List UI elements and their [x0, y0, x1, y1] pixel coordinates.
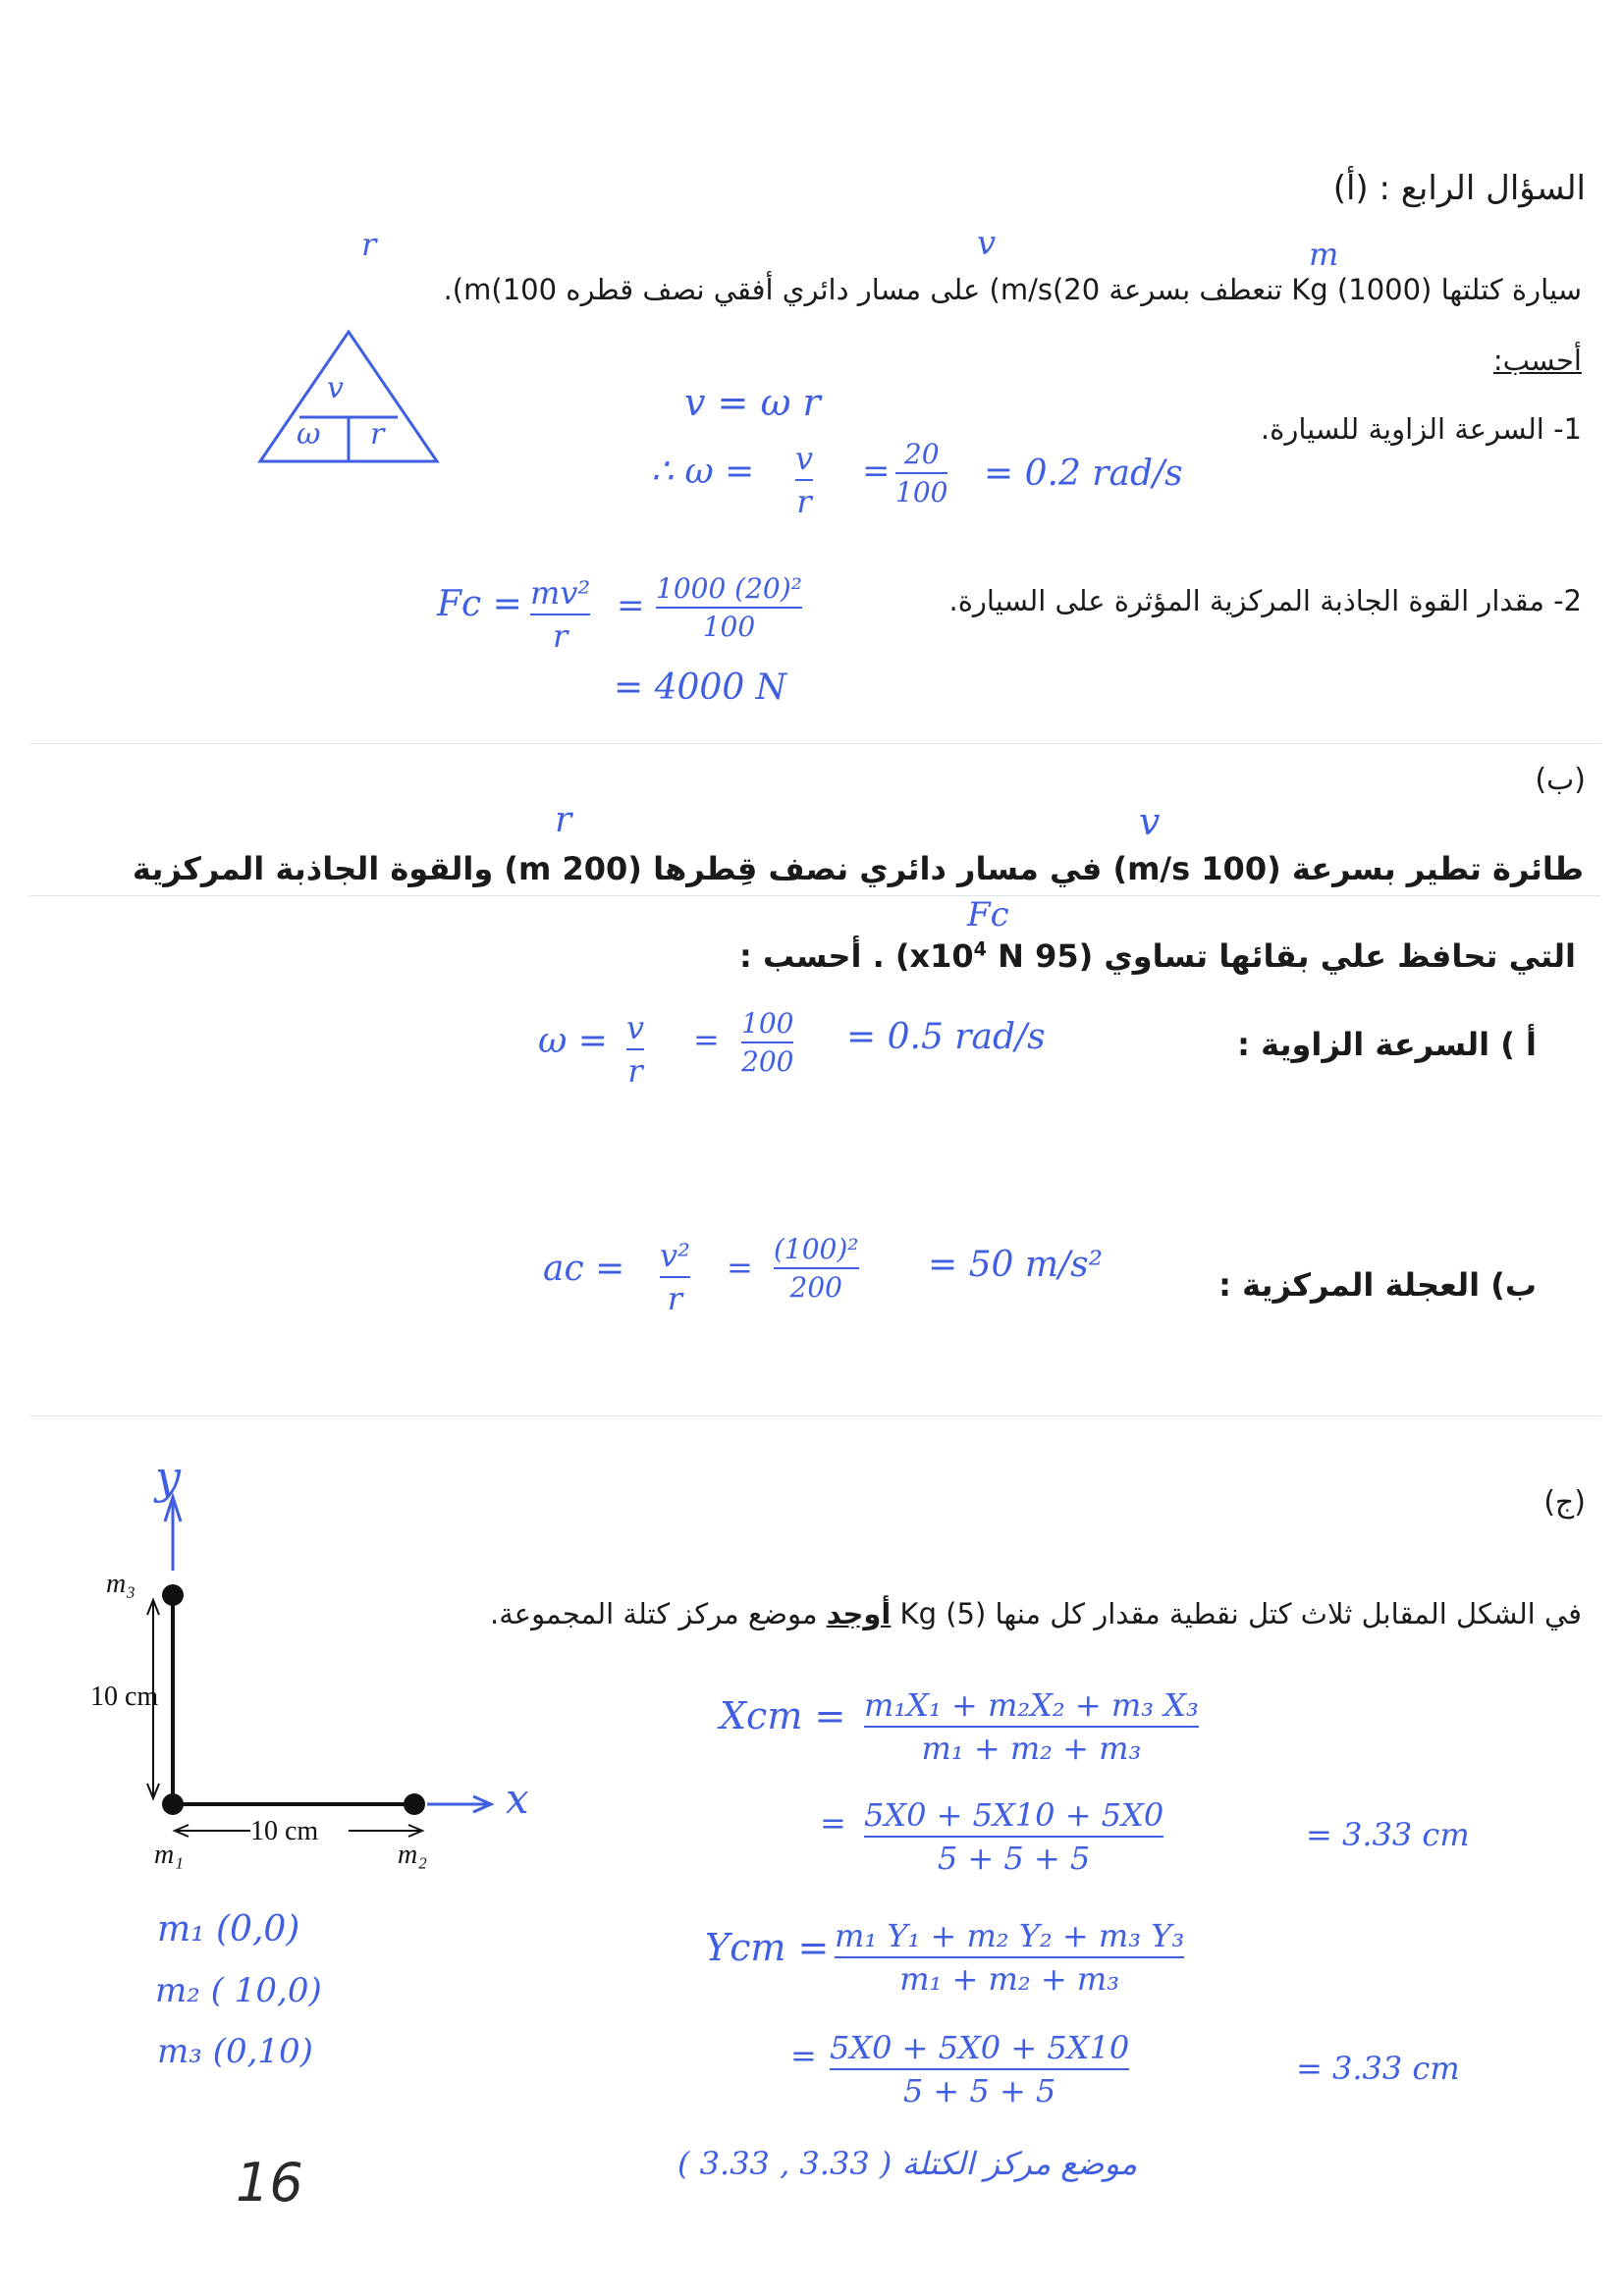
coord-m2: m₂ ( 10,0) — [155, 1971, 322, 2010]
separator-3 — [29, 1415, 1600, 1416]
part-b-sub-b: ب) العجلة المركزية : — [1218, 1266, 1537, 1304]
coord-m3: m₃ (0,10) — [157, 2032, 313, 2071]
ac-fraction: v² r — [660, 1237, 690, 1317]
om2-result: = 0.5 rad/s — [846, 1017, 1046, 1057]
part-b-line-2: التي تحافظ علي بقائها تساوي (95 $x10^4$ N) . أحسب : — [739, 937, 1576, 975]
formula-triangle — [250, 324, 447, 471]
triangle-r: r — [370, 417, 385, 452]
ycm-prefix: Ycm = — [705, 1926, 830, 1969]
fc-fraction-2: 1000 (20)² 100 — [656, 572, 802, 643]
page-number: 16 — [236, 2152, 303, 2214]
omega1-fraction-2: 20 100 — [895, 438, 948, 508]
triangle-omega: ω — [297, 417, 321, 452]
xcm-fraction: m₁X₁ + m₂X₂ + m₃ X₃ m₁ + m₂ + m₃ — [864, 1686, 1199, 1767]
omega1-equals: = — [862, 452, 891, 491]
hw-v-annotation: v — [977, 224, 997, 263]
dist-horizontal-label: 10 cm — [250, 1816, 319, 1846]
hw-b-fc: Fc — [967, 895, 1009, 934]
axis-y-label: y — [155, 1451, 181, 1504]
final-answer: موضع مركز الكتلة ( 3.33 , 3.33 ) — [677, 2145, 1138, 2182]
ac-equals: = — [727, 1249, 753, 1286]
hw-b-r: r — [555, 800, 572, 840]
ac-prefix: ac = — [543, 1249, 625, 1289]
part-b-label: (ب) — [1535, 763, 1586, 797]
ycm-fraction-2: 5X0 + 5X0 + 5X10 5 + 5 + 5 — [830, 2029, 1130, 2109]
fc-equals: = — [617, 586, 645, 625]
ac-fraction-2: (100)² 200 — [774, 1233, 859, 1304]
part-b-sub-a: أ ) السرعة الزاوية : — [1237, 1026, 1537, 1063]
separator-1 — [29, 743, 1600, 744]
mass-m2-label: m₂ — [398, 1840, 427, 1870]
eq-v-omega-r: v = ω r — [684, 381, 821, 424]
xcm2-prefix: = — [820, 1804, 846, 1842]
separator-2 — [29, 895, 1600, 896]
ycm2-prefix: = — [790, 2037, 817, 2074]
question-statement: سيارة كتلتها Kg (1000) تنعطف بسرعة 20)m/s) على مسار دائري أفقي نصف قطره 100)m). — [443, 273, 1582, 306]
mass-m1-label: m₁ — [154, 1840, 184, 1870]
hw-r-annotation: r — [361, 226, 377, 263]
omega1-fraction: v r — [795, 440, 814, 520]
item-2: 2- مقدار القوة الجاذبة المركزية المؤثرة على السيارة. — [948, 584, 1582, 617]
xcm-prefix: Xcm = — [720, 1694, 846, 1737]
fc-prefix: Fc = — [437, 584, 522, 624]
fc-fraction: mv² r — [530, 574, 591, 655]
ycm-fraction: m₁ Y₁ + m₂ Y₂ + m₃ Y₃ m₁ + m₂ + m₃ — [835, 1917, 1185, 1998]
xcm-fraction-2: 5X0 + 5X10 + 5X0 5 + 5 + 5 — [864, 1796, 1164, 1877]
axis-x-label: x — [506, 1775, 529, 1823]
xcm-result: = 3.33 cm — [1306, 1816, 1470, 1853]
mass-m3-label: m₃ — [106, 1569, 135, 1599]
hw-b-v: v — [1139, 800, 1161, 843]
part-c-label: (ج) — [1543, 1485, 1586, 1520]
fc-result: = 4000 N — [614, 667, 787, 708]
ycm-result: = 3.33 cm — [1296, 2050, 1460, 2087]
triangle-v: v — [327, 371, 344, 405]
hw-m-annotation: m — [1309, 236, 1339, 273]
omega1-result: = 0.2 rad/s — [984, 454, 1183, 494]
ac-result: = 50 m/s² — [928, 1245, 1104, 1285]
part-c-statement: في الشكل المقابل ثلاث كتل نقطية مقدار كل منها Kg (5) أوجد موضع مركز كتلة المجموعة. — [490, 1597, 1582, 1630]
item-1: 1- السرعة الزاوية للسيارة. — [1260, 412, 1582, 446]
om2-prefix: ω = — [538, 1021, 608, 1061]
om2-equals: = — [693, 1021, 720, 1058]
dist-vertical-label: 10 cm — [90, 1682, 159, 1712]
omega1-prefix: ∴ ω = — [651, 452, 755, 492]
om2-fraction-2: 100 200 — [741, 1007, 794, 1078]
part-b-line-1: طائرة تطير بسرعة (100 m/s) في مسار دائري نصف قِطرها (200 m) والقوة الجاذبة المركزية — [132, 850, 1584, 887]
question-title: السؤال الرابع : (أ) — [1332, 169, 1586, 208]
coord-m1: m₁ (0,0) — [157, 1909, 300, 1949]
ahseb-label: أحسب: — [1492, 344, 1582, 377]
om2-fraction: v r — [626, 1009, 645, 1090]
